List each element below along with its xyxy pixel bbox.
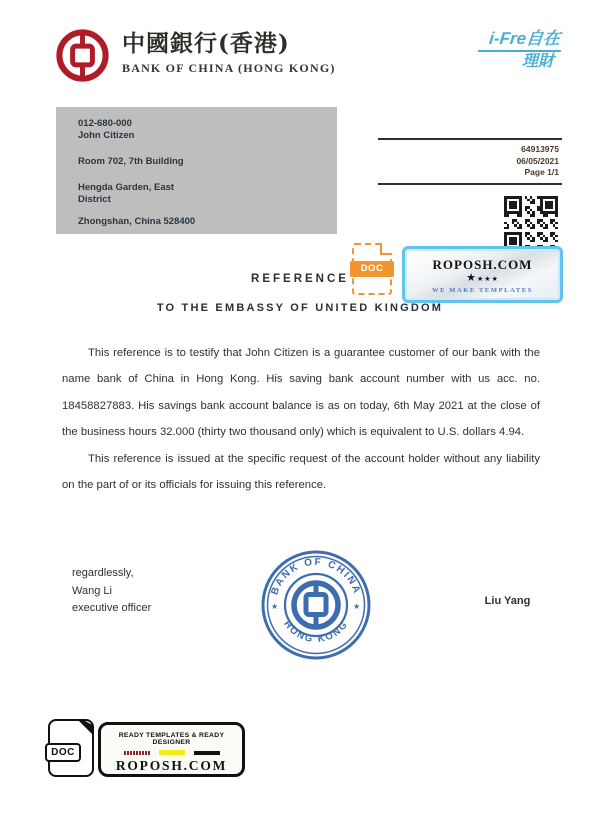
letter-title: REFERENCE — [251, 273, 349, 285]
ifre-logo-line1: i-Fre自在 — [478, 30, 563, 52]
recipient-name: John Citizen — [78, 130, 135, 141]
bank-name-chinese: 中國銀行(香港) — [122, 30, 290, 57]
roposh-footer-badge — [98, 722, 245, 777]
dash-black — [194, 751, 220, 755]
qr-code — [504, 196, 558, 250]
ifre-logo-line2: 理財 — [521, 53, 554, 70]
bank-name-english: BANK OF CHINA (HONG KONG) — [122, 61, 336, 75]
bank-of-china-emblem-icon — [55, 28, 110, 83]
recipient-address-box — [56, 107, 337, 234]
signature-name: Wang Li — [72, 584, 112, 597]
signature-closing: regardlessly, — [72, 567, 134, 579]
letter-body — [62, 340, 540, 498]
ifre-wealth-logo — [479, 30, 562, 71]
stamp-bottom-text: HONG KONG — [281, 618, 351, 646]
letter-paragraph-1: This reference is to testify that John Citizen is a guarantee customer of our bank with the name bank of China in Hong Kong. His saving bank account number with us acc. no. 18458827883. His savings bank account balance is as on today, 6th May 2021 at the close of the business hours 32.000 (thirty two thousand only) which is equivalent to U.S. dollars 4.94. — [62, 347, 540, 439]
watermark-tagline: WE MAKE TEMPLATES — [432, 287, 533, 294]
doc-icon-fold — [380, 243, 392, 255]
dash-yellow — [159, 750, 185, 755]
letter-subtitle: TO THE EMBASSY OF UNITED KINGDOM — [156, 302, 444, 314]
watermark-title: ROPOSH.COM — [432, 257, 533, 272]
countersignature-name: Liu Yang — [484, 595, 531, 607]
doc-file-icon-orange — [352, 243, 392, 295]
signature-block — [72, 565, 151, 618]
bank-logo — [55, 28, 336, 83]
address-line-3: District — [78, 194, 111, 205]
stamp-center-emblem-icon — [294, 581, 338, 629]
signature-title: executive officer — [72, 602, 152, 614]
doc-icon-label: DOC — [350, 261, 394, 277]
doc-icon-label: DOC — [45, 743, 81, 762]
address-line-4: Zhongshan, China 528400 — [78, 216, 196, 227]
document-info-block — [378, 138, 562, 185]
address-line-2: Hengda Garden, East — [78, 182, 175, 193]
stamp-star-right-icon: ★ — [353, 602, 361, 611]
doc-file-icon-black — [48, 719, 94, 777]
stamp-star-left-icon: ★ — [271, 602, 279, 611]
document-date: 06/05/2021 — [516, 155, 559, 166]
footer-tagline: READY TEMPLATES & READY DESIGNER — [118, 732, 225, 746]
account-code: 012-680-000 — [78, 118, 132, 129]
doc-icon-fold — [78, 720, 93, 735]
footer-divider-dashes — [101, 750, 242, 755]
page-indicator: Page 1/1 — [524, 167, 559, 177]
letter-paragraph-2: This reference is issued at the specific request of the account holder without any liability on the part of or its officials for issuing this reference. — [62, 452, 540, 492]
stamp-top-text: BANK OF CHINA — [269, 556, 363, 597]
dash-red — [124, 751, 150, 755]
footer-site-name: ROPOSH.COM — [115, 758, 228, 773]
watermark-stars-icon: ★★★★ — [466, 272, 499, 284]
document-number: 64913975 — [521, 144, 559, 154]
bank-stamp-seal — [260, 549, 372, 661]
bank-name-block — [122, 28, 336, 76]
address-line-1: Room 702, 7th Building — [78, 156, 184, 167]
